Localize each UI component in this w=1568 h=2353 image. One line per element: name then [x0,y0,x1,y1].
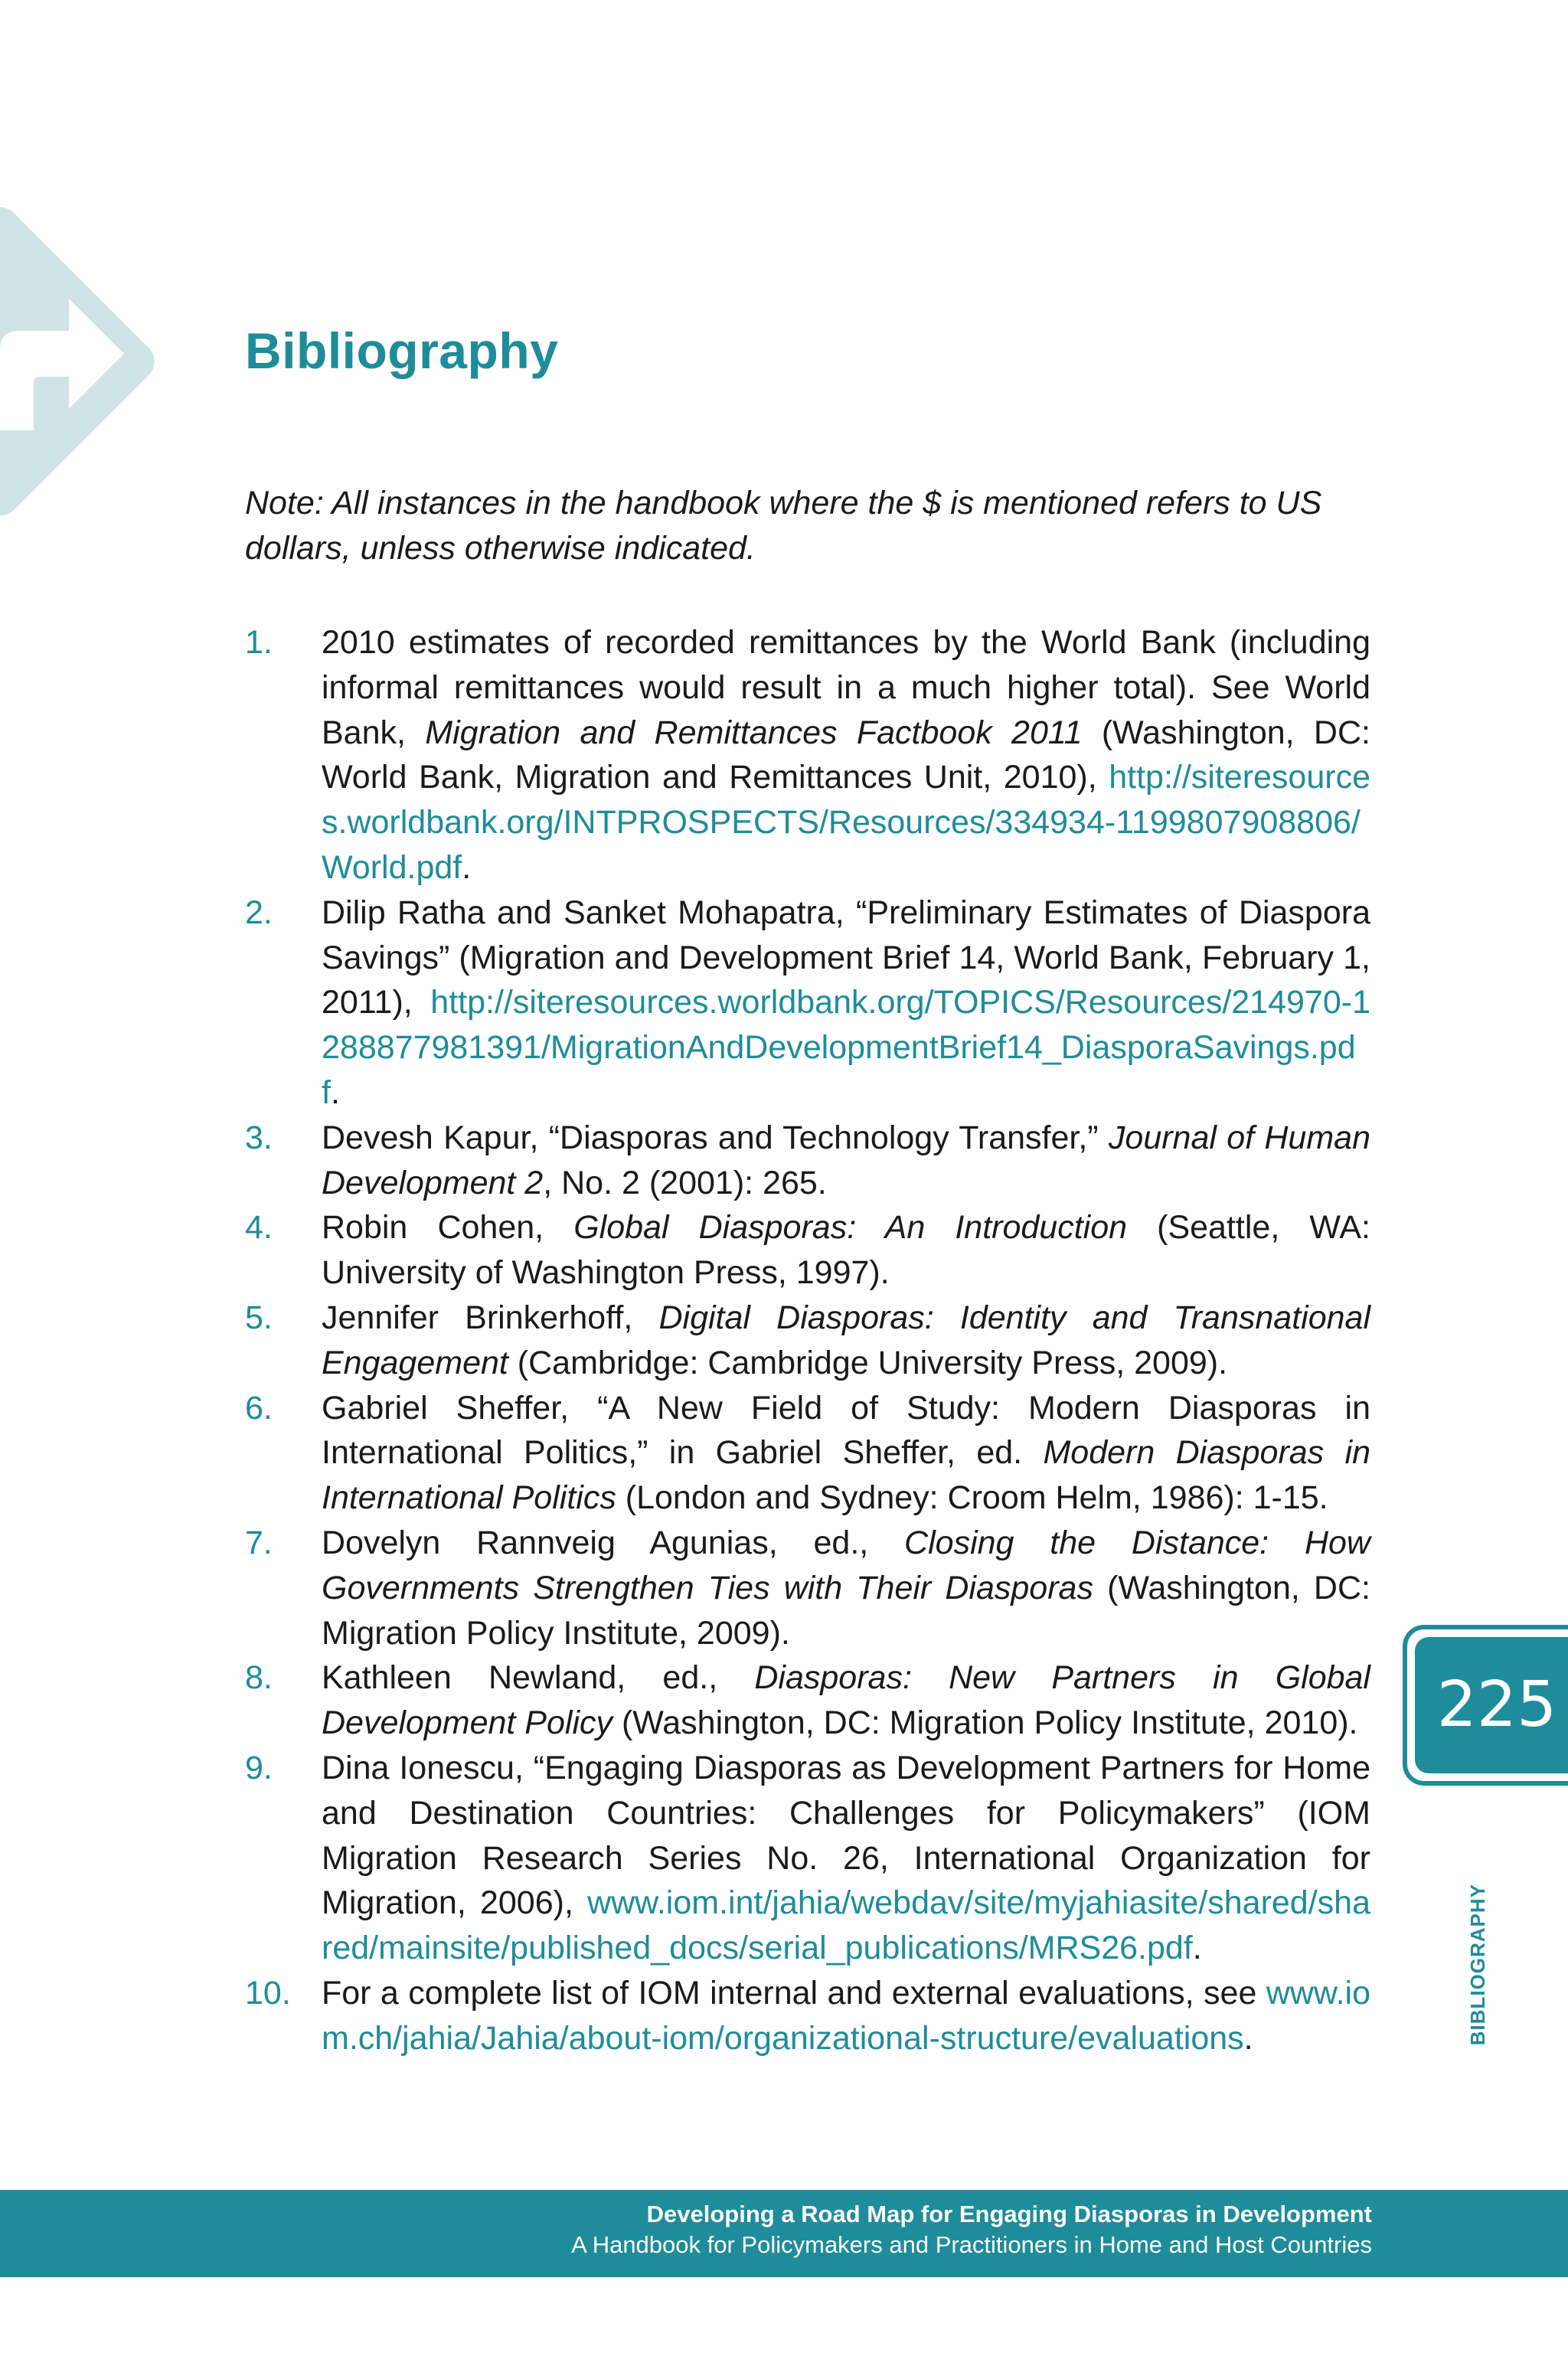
reference-text [322,1119,1370,1201]
reference-text [322,1390,1370,1517]
footer-book-subtitle: A Handbook for Policymakers and Practitioners in Home and Host Countries [571,2231,1372,2258]
reference-title: Modern Diasporas in International Politics [322,1434,1370,1517]
footer-book-title: Developing a Road Map for Engaging Diasporas in Development [646,2201,1372,2227]
reference-segment: . [462,848,472,886]
section-side-label: BIBLIOGRAPHY [1466,1884,1489,2046]
reference-list [245,620,1370,2061]
reference-text [322,1975,1370,2057]
reference-segment: Jennifer Brinkerhoff, [322,1299,659,1336]
reference-item [245,1386,1370,1521]
reference-title: Migration and Remittances Factbook 2011 [425,714,1083,751]
reference-segment: Dina Ionescu, “Engaging Diasporas as Development Partners for Home and Destination Countries: Challenges for Policymakers” (IOM Migration Research Series No. 26, International Organization for Migration, 2006), [322,1749,1370,1922]
reference-link[interactable]: http://siteresources.worldbank.org/TOPICS/Resources/214970-1288877981391/MigrationAndDevelopmentBrief14_DiasporaSavings.pdf [322,984,1370,1111]
reference-item [245,1746,1370,1971]
reference-segment: 2010 estimates of recorded remittances by the World Bank (including informal remittances would result in a much higher total). See World Bank, [322,624,1370,751]
reference-number: 9. [245,1749,273,1786]
reference-item [245,1296,1370,1386]
reference-number: 4. [245,1209,273,1247]
page-number: 225 [1415,1637,1568,1773]
reference-text [322,1299,1370,1381]
reference-segment: (Washington, DC: Migration Policy Institute, 2009). [322,1569,1370,1652]
reference-segment: Devesh Kapur, “Diasporas and Technology Transfer,” [322,1119,1109,1156]
reference-segment: . [1243,2019,1253,2057]
reference-title: Journal of Human Development 2 [322,1119,1370,1201]
reference-item [245,1521,1370,1655]
reference-title: Global Diasporas: An Introduction [573,1209,1128,1247]
reference-segment: (Seattle, WA: University of Washington Press, 1997). [322,1209,1370,1292]
reference-link[interactable]: www.iom.ch/jahia/Jahia/about-iom/organizational-structure/evaluations [322,1974,1370,2057]
reference-segment: For a complete list of IOM internal and external evaluations, see [322,1974,1266,2011]
reference-number: 2. [245,894,273,931]
reference-item [245,1205,1370,1296]
reference-text [322,1209,1370,1291]
reference-text [322,1525,1370,1652]
reference-link[interactable]: www.iom.int/jahia/webdav/site/myjahiasite/shared/shared/mainsite/published_docs/serial_publications/MRS26.pdf [322,1884,1370,1967]
reference-segment: Robin Cohen, [322,1209,574,1247]
reference-title: Digital Diasporas: Identity and Transnational Engagement [322,1299,1370,1381]
reference-number: 8. [245,1659,273,1697]
reference-segment: (Washington, DC: World Bank, Migration and Remittances Unit, 2010), [322,714,1370,796]
reference-segment: (Cambridge: Cambridge University Press, 2009). [508,1344,1228,1381]
page-title: Bibliography [245,322,559,379]
reference-segment: Gabriel Sheffer, “A New Field of Study: Modern Diasporas in International Politics,” in Gabriel Sheffer, ed. [322,1389,1370,1472]
reference-number: 1. [245,624,273,661]
reference-number: 5. [245,1299,273,1336]
reference-title: Closing the Distance: How Governments Strengthen Ties with Their Diasporas [322,1524,1370,1606]
footer-bar [0,2190,1568,2277]
reference-segment: Kathleen Newland, ed., [322,1659,755,1697]
page-number-tab [1403,1625,1568,1786]
reference-item [245,1655,1370,1746]
reference-number: 7. [245,1524,273,1561]
currency-note: Note: All instances in the handbook where the $ is mentioned refers to US dollars, unless otherwise indicated. [245,485,1322,567]
reference-segment: Dilip Ratha and Sanket Mohapatra, “Preliminary Estimates of Diaspora Savings” (Migration and Development Brief 14, World Bank, February 1, 2011), [322,894,1370,1021]
reference-text [322,894,1370,1111]
reference-item [245,1971,1370,2061]
reference-segment: Dovelyn Rannveig Agunias, ed., [322,1524,905,1561]
reference-number: 10. [245,1974,291,2011]
reference-link[interactable]: http://siteresources.worldbank.org/INTPROSPECTS/Resources/334934-1199807908806/World.pdf [322,759,1370,886]
reference-text [322,624,1370,886]
reference-segment: . [330,1074,340,1111]
reference-segment: , No. 2 (2001): 265. [543,1164,827,1201]
turn-right-arrow-icon [0,201,161,522]
reference-title: Diasporas: New Partners in Global Development Policy [322,1659,1370,1742]
reference-number: 6. [245,1389,273,1427]
reference-segment: (London and Sydney: Croom Helm, 1986): 1-15. [616,1479,1328,1517]
reference-text [322,1750,1370,1966]
reference-segment: (Washington, DC: Migration Policy Institute, 2010). [612,1704,1358,1742]
reference-item [245,1116,1370,1206]
reference-segment: . [1192,1930,1202,1967]
reference-item [245,620,1370,891]
reference-text [322,1659,1370,1741]
reference-item [245,891,1370,1116]
reference-number: 3. [245,1119,273,1156]
